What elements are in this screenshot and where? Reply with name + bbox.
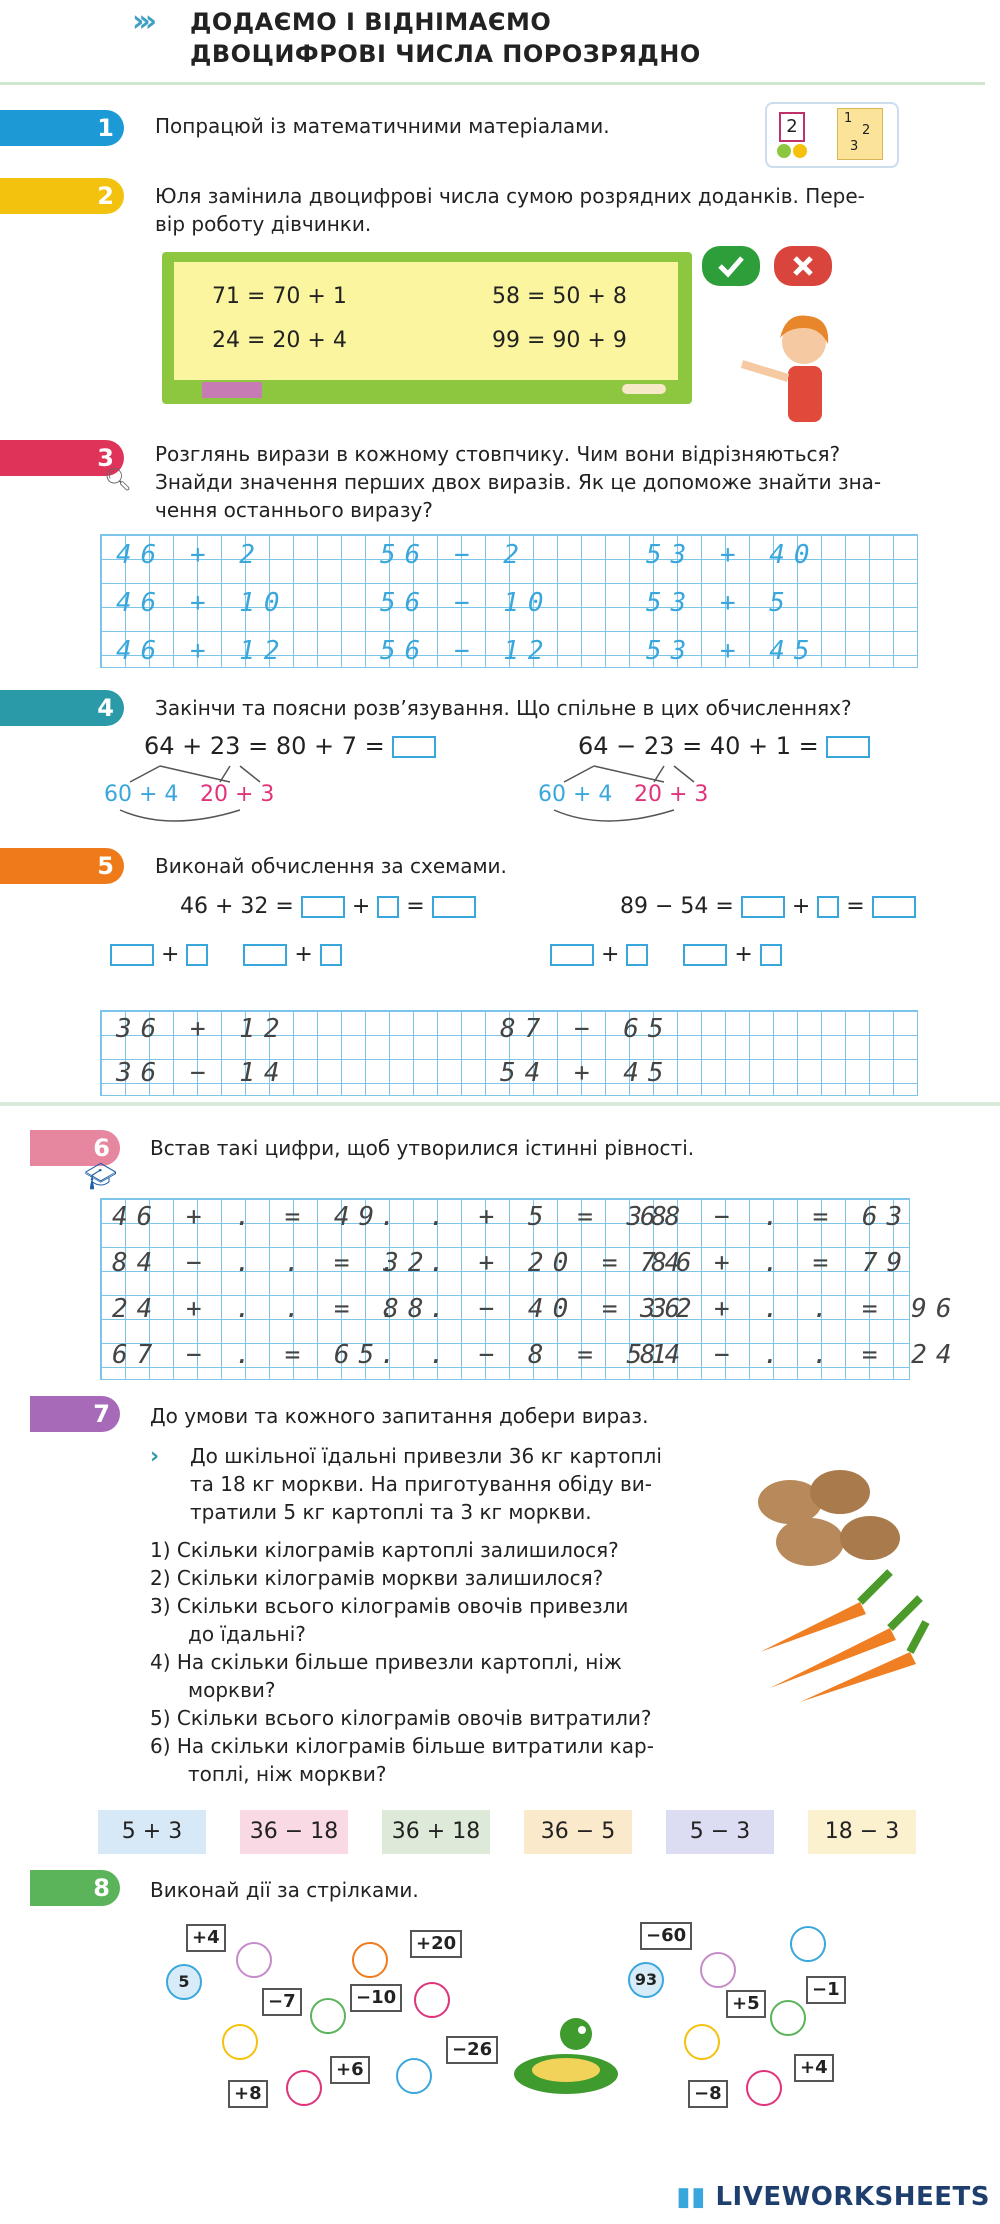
vegetables-illustration [740, 1452, 930, 1712]
board-eq-1: 71 = 70 + 1 [212, 284, 347, 309]
question-text: На скільки кілограмів більше витратили кар- [176, 1734, 654, 1758]
t6-eq-2-2[interactable]: . . + 20 = 86 [380, 1248, 701, 1278]
t3-expr-2-1: 46 + 10 [116, 588, 289, 618]
chain-right-start: 93 [628, 1962, 664, 1998]
t5-grid-1-1: 36 + 12 [116, 1014, 289, 1044]
eraser [202, 382, 262, 398]
task-3-line-1: Розглянь вирази в кожному стовпчику. Чим вони відрізняються? [155, 442, 841, 466]
t5-left-scheme: 46 + 32 = + = [180, 894, 476, 919]
task-7-condition [190, 1442, 662, 1526]
condition-line-2: та 18 кг моркви. На приготування обіду ви- [190, 1472, 653, 1496]
task-4-number: 4 [0, 690, 124, 726]
question-number: 6) [150, 1734, 171, 1758]
check-button[interactable] [702, 246, 760, 286]
t5-right-split-d[interactable] [760, 944, 782, 966]
t4-left-split-2: 20 + 3 [200, 782, 275, 807]
t4-right-split-1: 60 + 4 [538, 782, 613, 807]
digit-card-3: 3 [850, 139, 859, 154]
task-8-number: 8 [30, 1870, 120, 1906]
question-number: 1) [150, 1538, 171, 1562]
task-3-line-2: Знайди значення перших двох виразів. Як це допоможе знайти зна- [155, 470, 882, 494]
t6-eq-4-3[interactable]: 84 − . . = 24 [640, 1340, 961, 1370]
t5-grid-2-1: 36 − 14 [116, 1058, 289, 1088]
task-2-line-2: вір роботу дівчинки. [155, 212, 372, 236]
question-text: На скільки більше привезли картоплі, ніж [176, 1650, 622, 1674]
t4-split-arrows [100, 760, 920, 830]
t5-right-box-a[interactable] [741, 896, 785, 918]
op-right-5: +4 [794, 2054, 834, 2082]
task-6-number: 6 [30, 1130, 120, 1166]
snake-illustration [506, 2016, 626, 2100]
expression-chip-3[interactable]: 36 + 18 [382, 1810, 490, 1854]
t3-expr-3-3: 53 + 45 [646, 636, 819, 666]
magnifier-icon: 🔍︎ [104, 468, 132, 493]
expression-chip-1[interactable]: 5 + 3 [98, 1810, 206, 1854]
title-arrows-icon: ››› [132, 4, 152, 39]
task-2-line-1: Юля замінила двоцифрові числа сумою розрядних доданків. Пере- [155, 184, 865, 208]
t4-left-expr [144, 732, 436, 760]
op-left-3: −10 [350, 1984, 402, 2012]
question-number: 2) [150, 1566, 171, 1590]
check-icon [702, 246, 760, 286]
t4-left-answer-box[interactable] [392, 736, 436, 758]
question-3 [150, 1592, 710, 1648]
cross-button[interactable] [774, 246, 832, 286]
t5-right-box-b[interactable] [817, 896, 839, 918]
chain-left-start: 5 [166, 1964, 202, 2000]
op-left-1: +4 [186, 1924, 226, 1952]
chain-right-node[interactable] [746, 2070, 782, 2106]
t5-left-split-c[interactable] [243, 944, 287, 966]
task-7-questions [150, 1536, 710, 1788]
t4-left-split-1: 60 + 4 [104, 782, 179, 807]
t6-eq-3-2[interactable]: . . − 40 = 32 [380, 1294, 701, 1324]
task-2-text [155, 182, 865, 238]
chain-right-node[interactable] [790, 1926, 826, 1962]
chain-left-node[interactable] [310, 1998, 346, 2034]
task-3-line-3: чення останнього виразу? [155, 498, 433, 522]
t5-right-split-a[interactable] [550, 944, 594, 966]
chain-left-node[interactable] [414, 1982, 450, 2018]
t6-eq-4-1[interactable]: 67 − . = 65 [112, 1340, 384, 1370]
t4-right-expr-text: 64 − 23 = 40 + 1 = [578, 732, 819, 760]
t4-right-expr [578, 732, 870, 760]
expression-chip-4[interactable]: 36 − 5 [524, 1810, 632, 1854]
t6-eq-1-2[interactable]: . . + 5 = 38 [380, 1202, 676, 1232]
graduation-cap-icon: 🎓︎ [84, 1162, 118, 1192]
op-right-3: −1 [806, 1976, 846, 2004]
teacher-illustration [728, 308, 858, 424]
t5-left-split-a[interactable] [110, 944, 154, 966]
t5-right-split-b[interactable] [626, 944, 648, 966]
t3-expr-1-3: 53 + 40 [646, 540, 819, 570]
page-divider [0, 1102, 1000, 1106]
math-materials-icon [765, 102, 899, 168]
question-6 [150, 1732, 710, 1788]
op-left-7: −26 [446, 2036, 498, 2064]
title-line-2: ДВОЦИФРОВІ ЧИСЛА ПОРОЗРЯДНО [190, 40, 701, 68]
t3-expr-3-1: 46 + 12 [116, 636, 289, 666]
page-title [190, 6, 701, 70]
t5-grid-1-2: 87 − 65 [500, 1014, 673, 1044]
op-right-2: +5 [726, 1990, 766, 2018]
chalk [622, 384, 666, 394]
t5-right-scheme: 89 − 54 = + = [620, 894, 916, 919]
board-eq-4: 99 = 90 + 9 [492, 328, 627, 353]
task-1-text: Попрацюй із математичними матеріалами. [155, 114, 610, 138]
digit-card-2: 2 [862, 123, 871, 138]
liveworksheets-logo[interactable] [676, 2182, 990, 2212]
t5-right-expr: 89 − 54 = [620, 894, 734, 919]
op-right-4: −8 [688, 2080, 728, 2108]
t5-grid-2-2: 54 + 45 [500, 1058, 673, 1088]
t6-eq-3-3[interactable]: 36 + . . = 96 [640, 1294, 961, 1324]
chain-right-node[interactable] [770, 2000, 806, 2036]
chain-left-node[interactable] [222, 2024, 258, 2060]
t3-expr-1-2: 56 − 2 [380, 540, 528, 570]
t3-expr-3-2: 56 − 12 [380, 636, 553, 666]
t5-right-split-c[interactable] [683, 944, 727, 966]
chalkboard-surface [174, 262, 678, 380]
question-text: Скільки кілограмів картоплі залишилося? [176, 1538, 619, 1562]
t6-eq-2-1[interactable]: 84 − . . = 32 [112, 1248, 433, 1278]
t5-left-split: + + [110, 942, 342, 967]
chain-right-node[interactable] [700, 1952, 736, 1988]
task-4-text: Закінчи та поясни розв’язування. Що спільне в цих обчисленнях? [155, 696, 852, 720]
t5-left-split-b[interactable] [186, 944, 208, 966]
task-7-text: До умови та кожного запитання добери вираз. [150, 1404, 649, 1428]
task-3-text [155, 440, 881, 524]
title-line-1: ДОДАЄМО І ВІДНІМАЄМО [190, 8, 552, 36]
board-eq-3: 58 = 50 + 8 [492, 284, 627, 309]
t6-eq-1-1[interactable]: 46 + . = 49 [112, 1202, 384, 1232]
chain-right-node[interactable] [684, 2024, 720, 2060]
logo-text: LIVEWORKSHEETS [715, 2182, 990, 2212]
expression-chip-6[interactable]: 18 − 3 [808, 1810, 916, 1854]
question-text-cont: моркви? [188, 1678, 276, 1702]
t3-expr-2-3: 53 + 5 [646, 588, 794, 618]
task-5-text: Виконай обчислення за схемами. [155, 854, 507, 878]
question-2 [150, 1564, 710, 1592]
task-1-number: 1 [0, 110, 124, 146]
question-1 [150, 1536, 710, 1564]
question-4 [150, 1648, 710, 1704]
expression-chip-2[interactable]: 36 − 18 [240, 1810, 348, 1854]
t6-eq-2-3[interactable]: 74 + . = 79 [640, 1248, 912, 1278]
t6-eq-3-1[interactable]: 24 + . . = 88 [112, 1294, 433, 1324]
task-8-text: Виконай дії за стрілками. [150, 1878, 419, 1902]
question-text: Скільки всього кілограмів овочів привезли [176, 1594, 629, 1618]
green-dot [777, 144, 791, 158]
t5-right-box-c[interactable] [872, 896, 916, 918]
op-left-6: +6 [330, 2056, 370, 2084]
question-5 [150, 1704, 710, 1732]
yellow-dot [793, 144, 807, 158]
task-6-text: Встав такі цифри, щоб утворилися істинні рівності. [150, 1136, 695, 1160]
t6-eq-4-2[interactable]: . . − 8 = 51 [380, 1340, 676, 1370]
t3-expr-2-2: 56 − 10 [380, 588, 553, 618]
t5-left-split-d[interactable] [320, 944, 342, 966]
task-7-number: 7 [30, 1396, 120, 1432]
t4-left-expr-text: 64 + 23 = 80 + 7 = [144, 732, 385, 760]
chain-left-node[interactable] [352, 1942, 388, 1978]
chain-left-node[interactable] [396, 2058, 432, 2094]
t5-right-split: + + [550, 942, 782, 967]
t5-left-expr: 46 + 32 = [180, 894, 294, 919]
digit-cards [837, 108, 883, 160]
question-text: Скільки кілограмів моркви залишилося? [176, 1566, 604, 1590]
t5-left-box-c[interactable] [432, 896, 476, 918]
t4-right-answer-box[interactable] [826, 736, 870, 758]
task-5-number: 5 [0, 848, 124, 884]
task-3-number: 3 [0, 440, 124, 476]
header-divider [0, 82, 985, 85]
op-left-2: −7 [262, 1988, 302, 2016]
op-right-1: −60 [640, 1922, 692, 1950]
condition-line-3: тратили 5 кг картоплі та 3 кг моркви. [190, 1500, 592, 1524]
number-card: 2 [779, 112, 805, 142]
question-number: 5) [150, 1706, 171, 1730]
board-eq-2: 24 = 20 + 4 [212, 328, 347, 353]
question-text-cont: до їдальні? [188, 1622, 306, 1646]
t4-right-split-2: 20 + 3 [634, 782, 709, 807]
condition-line-1: До шкільної їдальні привезли 36 кг картоплі [190, 1444, 662, 1468]
t6-eq-1-3[interactable]: 68 − . = 63 [640, 1202, 912, 1232]
expression-chip-5[interactable]: 5 − 3 [666, 1810, 774, 1854]
condition-arrow-icon: › [150, 1444, 160, 1469]
op-left-5: +8 [228, 2080, 268, 2108]
t5-left-box-a[interactable] [301, 896, 345, 918]
chalkboard [162, 252, 692, 404]
op-left-4: +20 [410, 1930, 462, 1958]
t5-left-box-b[interactable] [377, 896, 399, 918]
question-number: 3) [150, 1594, 171, 1618]
t3-expr-1-1: 46 + 2 [116, 540, 264, 570]
chain-left-node[interactable] [286, 2070, 322, 2106]
logo-icon: ▮▮ [676, 2182, 706, 2212]
question-text: Скільки всього кілограмів овочів витратили? [176, 1706, 652, 1730]
task-2-number: 2 [0, 178, 124, 214]
digit-card-1: 1 [844, 111, 853, 126]
question-text-cont: топлі, ніж моркви? [188, 1762, 387, 1786]
cross-icon [774, 246, 832, 286]
question-number: 4) [150, 1650, 171, 1674]
chain-left-node[interactable] [236, 1942, 272, 1978]
